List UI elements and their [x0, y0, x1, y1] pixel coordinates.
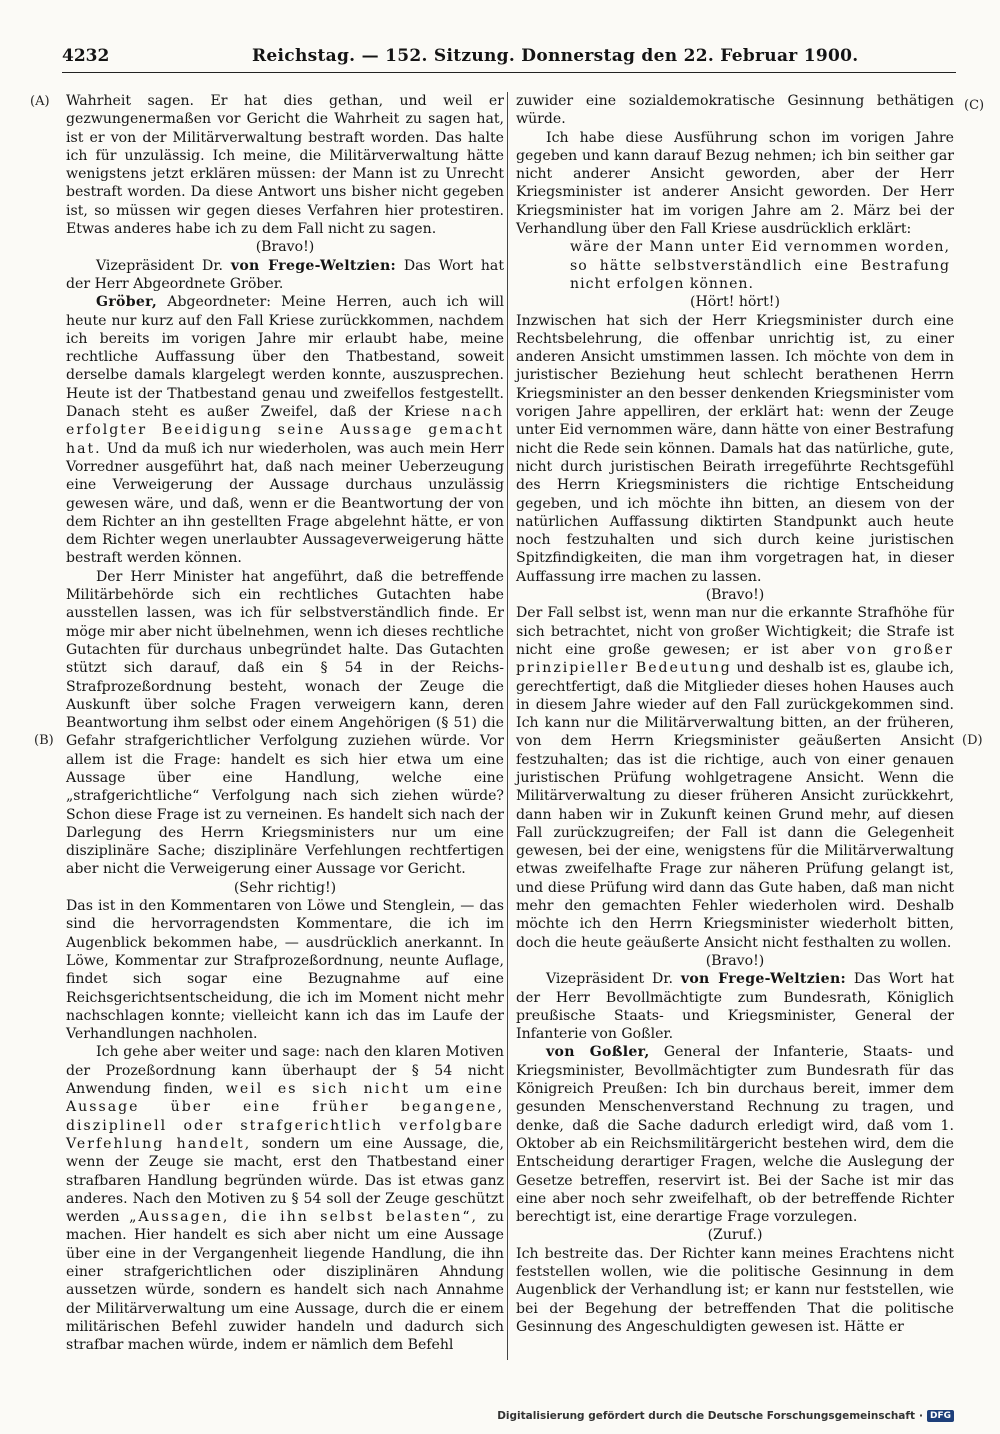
paragraph-text: Abgeordneter: Meine Herren, auch ich will heute nur kurz auf den Fall Kriese zurückkommen, nachdem ich bereits im vorigen Jahre mir erlaubt habe, meine rechtliche Auffassung über den Thatbestand, soweit derselbe damals klargelegt werden konnte, auszusprechen. Heute ist der Thatbestand genau und zweifellos festgestellt. Danach steht es außer Zweifel, daß der Kriese: [66, 294, 504, 421]
emphasis-text: weil es sich nicht um eine Aussage über eine früher begangene, disziplinell oder strafgerichtlich verfolgbare Verfehlung handelt,: [66, 1081, 505, 1152]
funding-note: Digitalisierung gefördert durch die Deutsche Forschungsgemeinschaft: [497, 1410, 915, 1422]
paragraph: Das ist in den Kommentaren von Löwe und Stenglein, — das sind die hervorragendsten Kommentare, die ich im Augenblick bekommen habe, — ausdrücklich anerkannt. In Löwe, Kommentar zur Strafprozeßordnung, neunte Auflage, findet sich sogar eine Bezugnahme auf eine Reichsgerichtsentscheidung, die ich im Moment nicht mehr nachschlagen konnte; vielleicht kann ich das im Laufe der Verhandlungen nachholen.: [66, 898, 504, 1043]
paragraph: [516, 1043, 954, 1226]
left-column: [66, 92, 504, 1362]
paragraph: Inzwischen hat sich der Herr Kriegsminister durch eine Rechtsbelehrung, die offenbar unrichtig ist, zu einer anderen Ansicht umstimmen lassen. Ich möchte von dem in juristischer Beziehung heut schlecht berathenen Herrn Kriegsminister an den besser denkenden Kriegsminister vom vorigen Jahre appelliren, der erklärt hat: wenn der Zeuge unter Eid vernommen wäre, dann hätte von einer Bestrafung nicht die Rede sein können. Damals hat das natürliche, gute, nicht durch juristischen Beirath irregeführte Rechtsgefühl des Herrn Kriegsministers die richtige Entscheidung gegeben, und ich möchte ihn bitten, an diesem von der natürlichen Auffassung diktirten Standpunkt auch heute noch festzuhalten und sich durch keine juristischen Spitzfindigkeiten, die man ihm vorgetragen hat, in dieser Auffassung irre machen zu lassen.: [516, 312, 954, 585]
paragraph: [516, 970, 954, 1043]
paragraph: Ich habe diese Ausführung schon im vorigen Jahre gegeben und kann darauf Bezug nehmen; ich bin seither gar nicht anderer Ansicht geworden, aber der Herr Kriegsminister ist anderer Ansicht geworden. Der Herr Kriegsminister hat im vorigen Jahre am 2. März bei der Verhandlung über den Fall Kriese ausdrücklich erklärt:: [516, 129, 954, 238]
emphasis-text: „Aussagen, die ihn selbst belasten“,: [129, 1209, 479, 1226]
paragraph-text: Ich gehe aber weiter und sage: nach den klaren Motiven der Prozeßordnung kann überhaupt der § 54 nicht Anwendung finden,: [66, 1044, 504, 1098]
paragraph: Wahrheit sagen. Er hat dies gethan, und weil er gezwungenermaßen vor Gericht die Wahrheit zu sagen hat, ist er von der Militärverwaltung bestraft worden. Das halte ich für unzulässig. Ich meine, die Militärverwaltung hätte wenigstens jetzt erklären müssen: der Mann ist zu Unrecht bestraft worden. Da diese Antwort uns bisher nicht gegeben ist, so müssen wir gegen dieses Verfahren hier protestiren. Etwas anderes habe ich zu dem Fall nicht zu sagen.: [66, 93, 504, 238]
page-number: 4232: [62, 46, 110, 66]
paragraph: [516, 604, 954, 952]
paragraph: zuwider eine sozialdemokratische Gesinnung bethätigen würde.: [516, 93, 954, 128]
interjection: (Bravo!): [255, 239, 315, 256]
speaker-name: von Frege-Weltzien:: [230, 257, 396, 274]
interjection: (Sehr richtig!): [233, 879, 337, 896]
paragraph-text: Der Fall selbst ist, wenn man nur die erkannte Strafhöhe für sich betrachtet, nicht von großer Wichtigkeit; die Strafe ist nicht eine große gewesen; er ist aber: [516, 605, 954, 658]
running-header: [62, 40, 956, 73]
speaker-title: Vizepräsident Dr.: [96, 257, 224, 274]
paragraph: Der Herr Minister hat angeführt, daß die betreffende Militärbehörde sich ein rechtliches Gutachten habe ausstellen lassen, was ich für selbstverständlich finde. Er möge mir aber nicht übelnehmen, wenn ich dieses rechtliche Gutachten für durchaus unbegründet halte. Das Gutachten stützt sich darauf, daß ein § 54 in der Reichs-Strafprozeßordnung besteht, wonach der Zeuge die Auskunft über solche Fragen verweigern kann, deren Beantwortung ihm selbst oder einem Angehörigen (§ 51) die Gefahr strafgerichtlicher Verfolgung zuziehen würde. Vor allem ist die Frage: handelt es sich hier etwa um eine Aussage über eine Handlung, welche eine „strafgerichtliche“ Verfolgung nach sich ziehen würde? Schon diese Frage ist zu verneinen. Es handelt sich nach der Darlegung des Herrn Kriegsministers nur um eine disziplinäre Sache; disziplinäre Verfehlungen rechtfertigen aber nicht die Verweigerung einer Aussage vor Gericht.: [66, 568, 504, 878]
paragraph-text: zu machen. Hier handelt es sich aber nicht um eine Aussage über eine in der Vergangenheit liegende Handlung, die ihn einer strafgerichtlichen oder disziplinären Ahndung aussetzen würde, sondern es handelt sich nach Annahme der Militärverwaltung um eine Aussage, durch die er einem militärischen Befehl zuwider handeln und dadurch sich strafbar machen würde, indem er nämlich dem Befehl: [66, 1209, 505, 1354]
right-column: [516, 92, 954, 1362]
dfg-logo-icon: DFG: [927, 1410, 954, 1422]
speaker-title: Vizepräsident Dr.: [546, 971, 674, 988]
paragraph-text: Und da muß ich nur wiederholen, was auch mein Herr Vorredner ausgeführt hat, daß nach meiner Ueberzeugung eine Verweigerung der Aussage durchaus unzulässig gewesen wäre, und daß, wenn er die Beantwortung der von dem Richter an ihn gestellten Frage abgelehnt hätte, er von dem Richter wegen unerlaubter Aussageverweigerung hätte bestraft werden können.: [66, 440, 505, 567]
interjection: (Zuruf.): [707, 1227, 763, 1244]
running-title: Reichstag. — 152. Sitzung. Donnerstag den 22. Februar 1900.: [252, 46, 859, 66]
margin-marker-c: (C): [964, 98, 985, 113]
emphasis-text: nach erfolgter Beeidigung seine Aussage gemacht hat.: [66, 404, 504, 457]
speaker-name: von Goßler,: [546, 1044, 650, 1061]
interjection: (Bravo!): [705, 952, 765, 969]
emphasis-text: von großer prinzipieller Bedeutung: [516, 641, 954, 677]
paragraph: Ich bestreite das. Der Richter kann meines Erachtens nicht feststellen wollen, wie die politische Gesinnung in dem Augenblick der Verhandlung ist; er kann nur feststellen, wie bei der Begehung der betreffenden That die politische Gesinnung des Angeschuldigten gewesen ist. Hätte er: [516, 1245, 954, 1335]
paragraph-text: und deshalb ist es, glaube ich, gerechtfertigt, daß die Mitglieder dieses hohen Hauses auch in diesem Jahre wieder auf den Fall zurückgekommen sind. Ich kann nur die Militärverwaltung bitten, an der früheren, von dem Herrn Kriegsminister geäußerten Ansicht festzuhalten; das ist die richtige, auch von einer genauen juristischen Prüfung wohlgetragene Ansicht. Wenn die Militärverwaltung zu dieser früheren Ansicht zurückkehrt, dann haben wir in Zukunft keinen Grund mehr, auf diesen Fall zurückzugreifen; der Fall ist dann die Gelegenheit gewesen, bei der eine, wenigstens für die Militärverwaltung etwas zweifelhafte Frage zur näheren Prüfung gelangt ist, und diese Prüfung wird dann das Gute haben, daß man nicht mehr den gemachten Fehler wiederholen wird. Deshalb möchte ich den Herrn Kriegsminister wiederholt bitten, doch die heute geäußerte Ansicht nicht festhalten zu wollen.: [516, 660, 955, 951]
paragraph-text: General der Infanterie, Staats- und Kriegsminister, Bevollmächtigter zum Bundesrath für das Königreich Preußen: Ich bin durchaus bereit, immer dem gesunden Menschenverstand Rechnung zu tragen, und denke, daß die Sache dadurch erledigt wird, daß vom 1. Oktober ab ein Reichsmilitärgericht bestehen wird, dem die Entscheidung derartiger Fragen, welche die Auslegung der Gesetze betreffen, reservirt ist. Bei der Sache ist mir das eine aber noch sehr zweifelhaft, ob der betreffende Richter berechtigt ist, eine derartige Frage vorzulegen.: [516, 1044, 954, 1226]
paragraph-text: sondern um eine Aussage, die, wenn der Zeuge sie macht, erst den Thatbestand einer strafbaren Handlung begründen würde. Das ist etwas ganz anderes. Nach den Motiven zu § 54 soll der Zeuge geschützt werden: [66, 1135, 504, 1226]
paragraph: [66, 1043, 504, 1354]
paragraph: [66, 257, 504, 294]
paragraph-text: Das Wort hat der Herr Abgeordnete Gröber.: [66, 257, 505, 292]
margin-marker-a: (A): [30, 94, 50, 109]
quotation: wäre der Mann unter Eid vernommen worden, so hätte selbstverständlich eine Bestrafung nicht erfolgen können.: [570, 239, 950, 292]
speaker-name: Gröber,: [96, 294, 158, 311]
interjection: (Hört! hört!): [690, 294, 780, 311]
paragraph-text: Das Wort hat der Herr Bevollmächtigte zum Bundesrath, Königlich preußische Staats- und Kriegsminister, General der Infanterie von Goßler.: [516, 971, 955, 1043]
margin-marker-b: (B): [34, 733, 54, 748]
column-divider: [507, 92, 508, 1360]
margin-marker-d: (D): [962, 733, 983, 748]
footer: Digitalisierung gefördert durch die Deutsche Forschungsgemeinschaft · DFG: [497, 1410, 954, 1422]
paragraph: [66, 293, 504, 567]
speaker-name: von Frege-Weltzien:: [680, 971, 846, 988]
interjection: (Bravo!): [705, 587, 765, 604]
